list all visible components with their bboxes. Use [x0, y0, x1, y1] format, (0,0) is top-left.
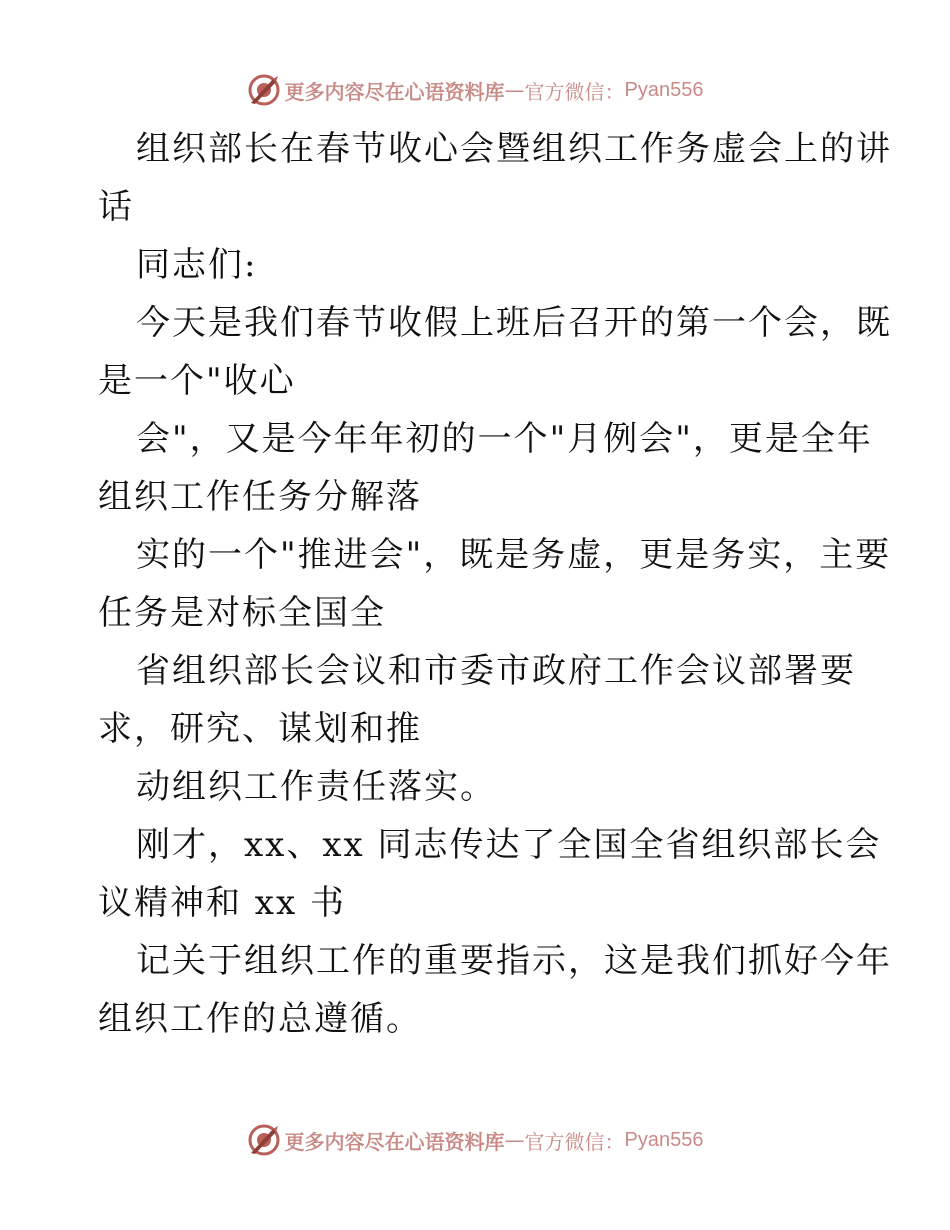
watermark-contact-label: 官方微信： [524, 1129, 625, 1154]
document-line: 组织部长在春节收心会暨组织工作务虚会上的讲 [136, 129, 892, 169]
document-line: 记关于组织工作的重要指示，这是我们抓好今年 [136, 941, 892, 981]
document-line: 组织工作任务分解落 [98, 477, 422, 517]
watermark-text: 更多内容尽在心语资料库 [284, 1129, 505, 1154]
document-line: 实的一个"推进会"，既是务虚，更是务实，主要 [136, 535, 892, 575]
document-line: 动组织工作责任落实。 [136, 767, 496, 807]
document-line: 今天是我们春节收假上班后召开的第一个会，既 [136, 303, 892, 343]
watermark-contact-id: Pyan556 [624, 78, 704, 101]
document-body [98, 120, 892, 1048]
watermark-contact-id: Pyan556 [624, 1128, 704, 1151]
document-line: 任务是对标全国全 [98, 593, 386, 633]
document-line: 刚才，xx、xx 同志传达了全国全省组织部长会 [136, 825, 882, 865]
document-line: 求，研究、谋划和推 [98, 709, 422, 749]
document-line: 是一个"收心 [98, 361, 296, 401]
watermark-text: 更多内容尽在心语资料库 [284, 79, 505, 104]
watermark-separator: — [504, 78, 525, 102]
document-line: 同志们: [136, 245, 258, 285]
watermark-contact-label: 官方微信： [524, 79, 625, 104]
quill-seal-icon [247, 73, 281, 107]
footer-watermark [0, 1120, 950, 1160]
header-watermark [0, 70, 950, 110]
document-line: 议精神和 xx 书 [98, 883, 346, 923]
document-line: 组织工作的总遵循。 [98, 999, 422, 1039]
document-line: 话 [98, 187, 134, 227]
watermark-separator: — [504, 1128, 525, 1152]
quill-seal-icon [247, 1123, 281, 1157]
document-line: 省组织部长会议和市委市政府工作会议部署要 [136, 651, 856, 691]
document-line: 会"，又是今年年初的一个"月例会"，更是全年 [136, 419, 873, 459]
